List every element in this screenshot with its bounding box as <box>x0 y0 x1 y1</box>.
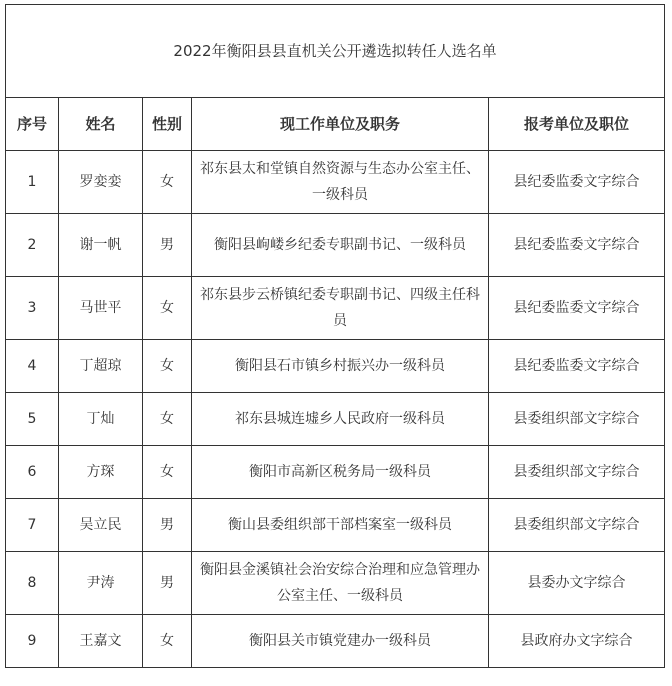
cell-current-unit: 衡山县委组织部干部档案室一级科员 <box>192 499 489 552</box>
header-current-unit: 现工作单位及职务 <box>192 98 489 151</box>
cell-gender: 女 <box>143 393 192 446</box>
cell-number: 7 <box>6 499 59 552</box>
cell-number: 6 <box>6 446 59 499</box>
cell-current-unit: 衡阳市高新区税务局一级科员 <box>192 446 489 499</box>
table-row <box>6 393 665 446</box>
cell-number: 9 <box>6 615 59 668</box>
cell-name: 罗娈娈 <box>59 151 143 214</box>
document-title: 2022年衡阳县县直机关公开遴选拟转任人选名单 <box>6 5 665 98</box>
table-header-row <box>6 98 665 151</box>
cell-number: 3 <box>6 277 59 340</box>
cell-number: 5 <box>6 393 59 446</box>
cell-name: 方琛 <box>59 446 143 499</box>
cell-current-unit: 祁东县步云桥镇纪委专职副书记、四级主任科员 <box>192 277 489 340</box>
cell-gender: 女 <box>143 151 192 214</box>
cell-current-unit: 衡阳县石市镇乡村振兴办一级科员 <box>192 340 489 393</box>
cell-current-unit: 衡阳县岣嵝乡纪委专职副书记、一级科员 <box>192 214 489 277</box>
cell-applied-position: 县纪委监委文字综合 <box>489 340 665 393</box>
cell-applied-position: 县纪委监委文字综合 <box>489 277 665 340</box>
cell-gender: 男 <box>143 552 192 615</box>
header-name: 姓名 <box>59 98 143 151</box>
cell-number: 1 <box>6 151 59 214</box>
cell-gender: 女 <box>143 615 192 668</box>
cell-current-unit: 衡阳县金溪镇社会治安综合治理和应急管理办公室主任、一级科员 <box>192 552 489 615</box>
cell-applied-position: 县政府办文字综合 <box>489 615 665 668</box>
cell-applied-position: 县委组织部文字综合 <box>489 446 665 499</box>
header-gender: 性别 <box>143 98 192 151</box>
cell-name: 丁灿 <box>59 393 143 446</box>
cell-name: 丁超琼 <box>59 340 143 393</box>
cell-applied-position: 县委组织部文字综合 <box>489 393 665 446</box>
cell-current-unit: 衡阳县关市镇党建办一级科员 <box>192 615 489 668</box>
header-applied-position: 报考单位及职位 <box>489 98 665 151</box>
table-row <box>6 340 665 393</box>
cell-applied-position: 县委组织部文字综合 <box>489 499 665 552</box>
cell-name: 谢一帆 <box>59 214 143 277</box>
table-row <box>6 615 665 668</box>
cell-number: 2 <box>6 214 59 277</box>
cell-applied-position: 县委办文字综合 <box>489 552 665 615</box>
cell-name: 吴立民 <box>59 499 143 552</box>
cell-gender: 女 <box>143 446 192 499</box>
table-row <box>6 446 665 499</box>
personnel-list-document <box>5 4 664 668</box>
table-row <box>6 214 665 277</box>
cell-number: 4 <box>6 340 59 393</box>
cell-gender: 女 <box>143 277 192 340</box>
cell-current-unit: 祁东县城连墟乡人民政府一级科员 <box>192 393 489 446</box>
cell-name: 尹涛 <box>59 552 143 615</box>
cell-gender: 男 <box>143 499 192 552</box>
cell-number: 8 <box>6 552 59 615</box>
table-row <box>6 552 665 615</box>
cell-name: 马世平 <box>59 277 143 340</box>
table-row <box>6 151 665 214</box>
cell-applied-position: 县纪委监委文字综合 <box>489 151 665 214</box>
header-number: 序号 <box>6 98 59 151</box>
table-row <box>6 277 665 340</box>
cell-applied-position: 县纪委监委文字综合 <box>489 214 665 277</box>
personnel-table <box>5 4 665 668</box>
table-row <box>6 499 665 552</box>
cell-gender: 女 <box>143 340 192 393</box>
title-row <box>6 5 665 98</box>
cell-gender: 男 <box>143 214 192 277</box>
cell-name: 王嘉文 <box>59 615 143 668</box>
cell-current-unit: 祁东县太和堂镇自然资源与生态办公室主任、一级科员 <box>192 151 489 214</box>
